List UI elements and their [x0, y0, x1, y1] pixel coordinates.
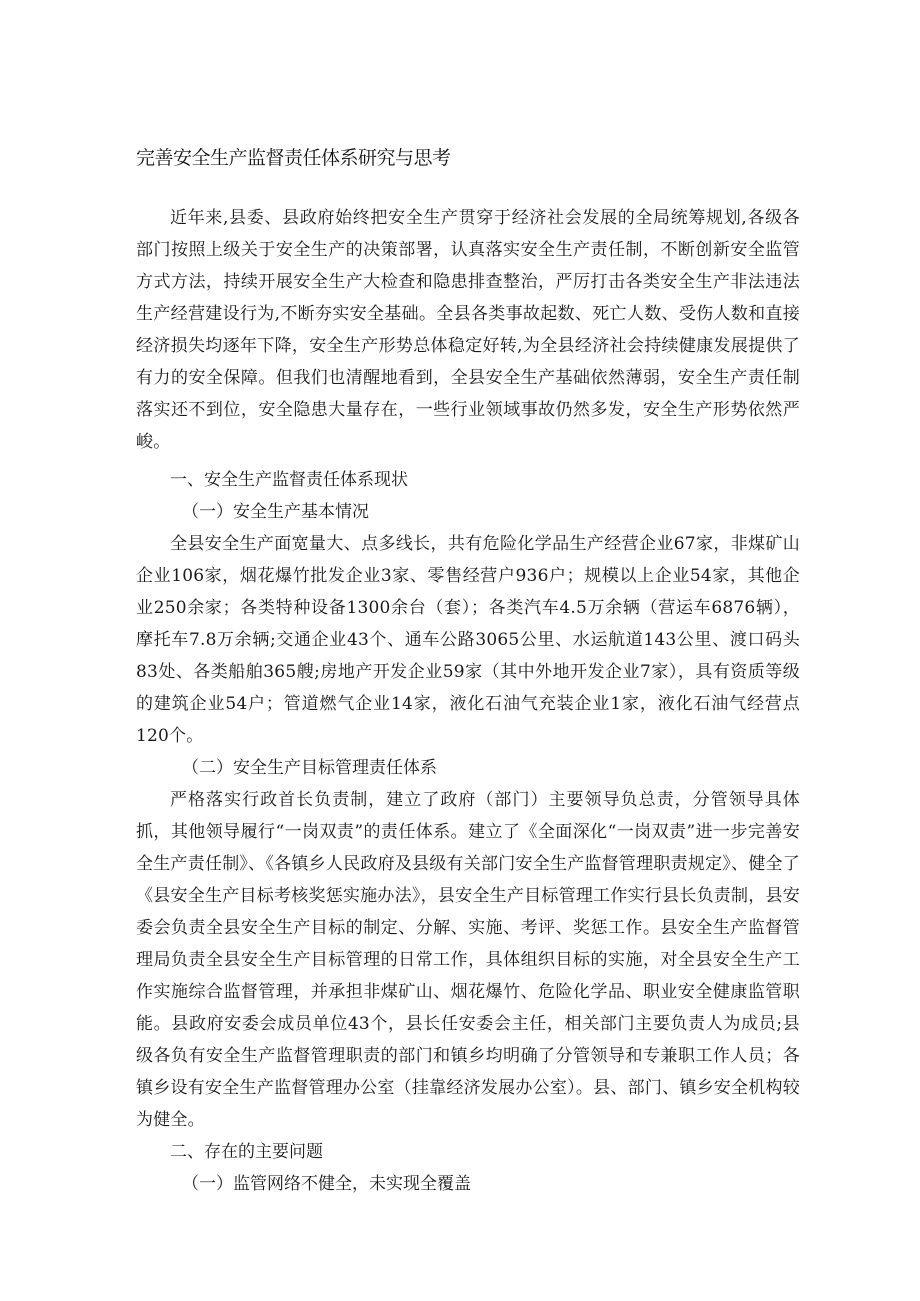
section-2-heading: 二、存在的主要问题	[170, 1142, 323, 1162]
section-1-sub-2-heading: （二）安全生产目标管理责任体系	[182, 758, 437, 778]
section-1-sub-1-heading: （一）安全生产基本情况	[182, 502, 369, 522]
document-page	[136, 142, 800, 1200]
document-title: 完善安全生产监督责任体系研究与思考	[136, 147, 451, 169]
section-2-sub-1-heading: （一）监管网络不健全，未实现全覆盖	[182, 1174, 471, 1194]
section-1-heading: 一、安全生产监督责任体系现状	[170, 470, 408, 490]
section-1-sub-2-paragraph: 严格落实行政首长负责制，建立了政府（部门）主要领导负总责，分管领导具体抓，其他领导履行“一岗双责”的责任体系。建立了《全面深化“一岗双责”进一步完善安全生产责任制》、《各镇乡人民政府及县级有关部门安全生产监督管理职责规定》、健全了《县安全生产目标考核奖惩实施办法》，县安全生产目标管理工作实行县长负责制，县安委会负责全县安全生产目标的制定、分解、实施、考评、奖惩工作。县安全生产监督管理局负责全县安全生产目标管理的日常工作，具体组织目标的实施，对全县安全生产工作实施综合监督管理，并承担非煤矿山、烟花爆竹、危险化学品、职业安全健康监管职能。县政府安委会成员单位43个，县长任安委会主任，相关部门主要负责人为成员;县级各负有安全生产监督管理职责的部门和镇乡均明确了分管领导和专兼职工作人员；各镇乡设有安全生产监督管理办公室（挂靠经济发展办公室）。县、部门、镇乡安全机构较为健全。	[136, 790, 800, 1130]
section-1-sub-1-paragraph: 全县安全生产面宽量大、点多线长，共有危险化学品生产经营企业67家，非煤矿山企业106家，烟花爆竹批发企业3家、零售经营户936户；规模以上企业54家，其他企业250余家；各类特种设备1300余台（套）；各类汽车4.5万余辆（营运车6876辆），摩托车7.8万余辆;交通企业43个、通车公路3065公里、水运航道143公里、渡口码头83处、各类船舶365艘;房地产开发企业59家（其中外地开发企业7家），具有资质等级的建筑企业54户；管道燃气企业14家，液化石油气充装企业1家，液化石油气经营点120个。	[136, 534, 800, 746]
intro-paragraph: 近年来,县委、县政府始终把安全生产贯穿于经济社会发展的全局统筹规划,各级各部门按照上级关于安全生产的决策部署，认真落实安全生产责任制，不断创新安全监管方式方法，持续开展安全生产大检查和隐患排查整治，严厉打击各类安全生产非法违法生产经营建设行为,不断夯实安全基础。全县各类事故起数、死亡人数、受伤人数和直接经济损失均逐年下降，安全生产形势总体稳定好转,为全县经济社会持续健康发展提供了有力的安全保障。但我们也清醒地看到，全县安全生产基础依然薄弱，安全生产责任制落实还不到位，安全隐患大量存在，一些行业领域事故仍然多发，安全生产形势依然严峻。	[136, 208, 800, 452]
